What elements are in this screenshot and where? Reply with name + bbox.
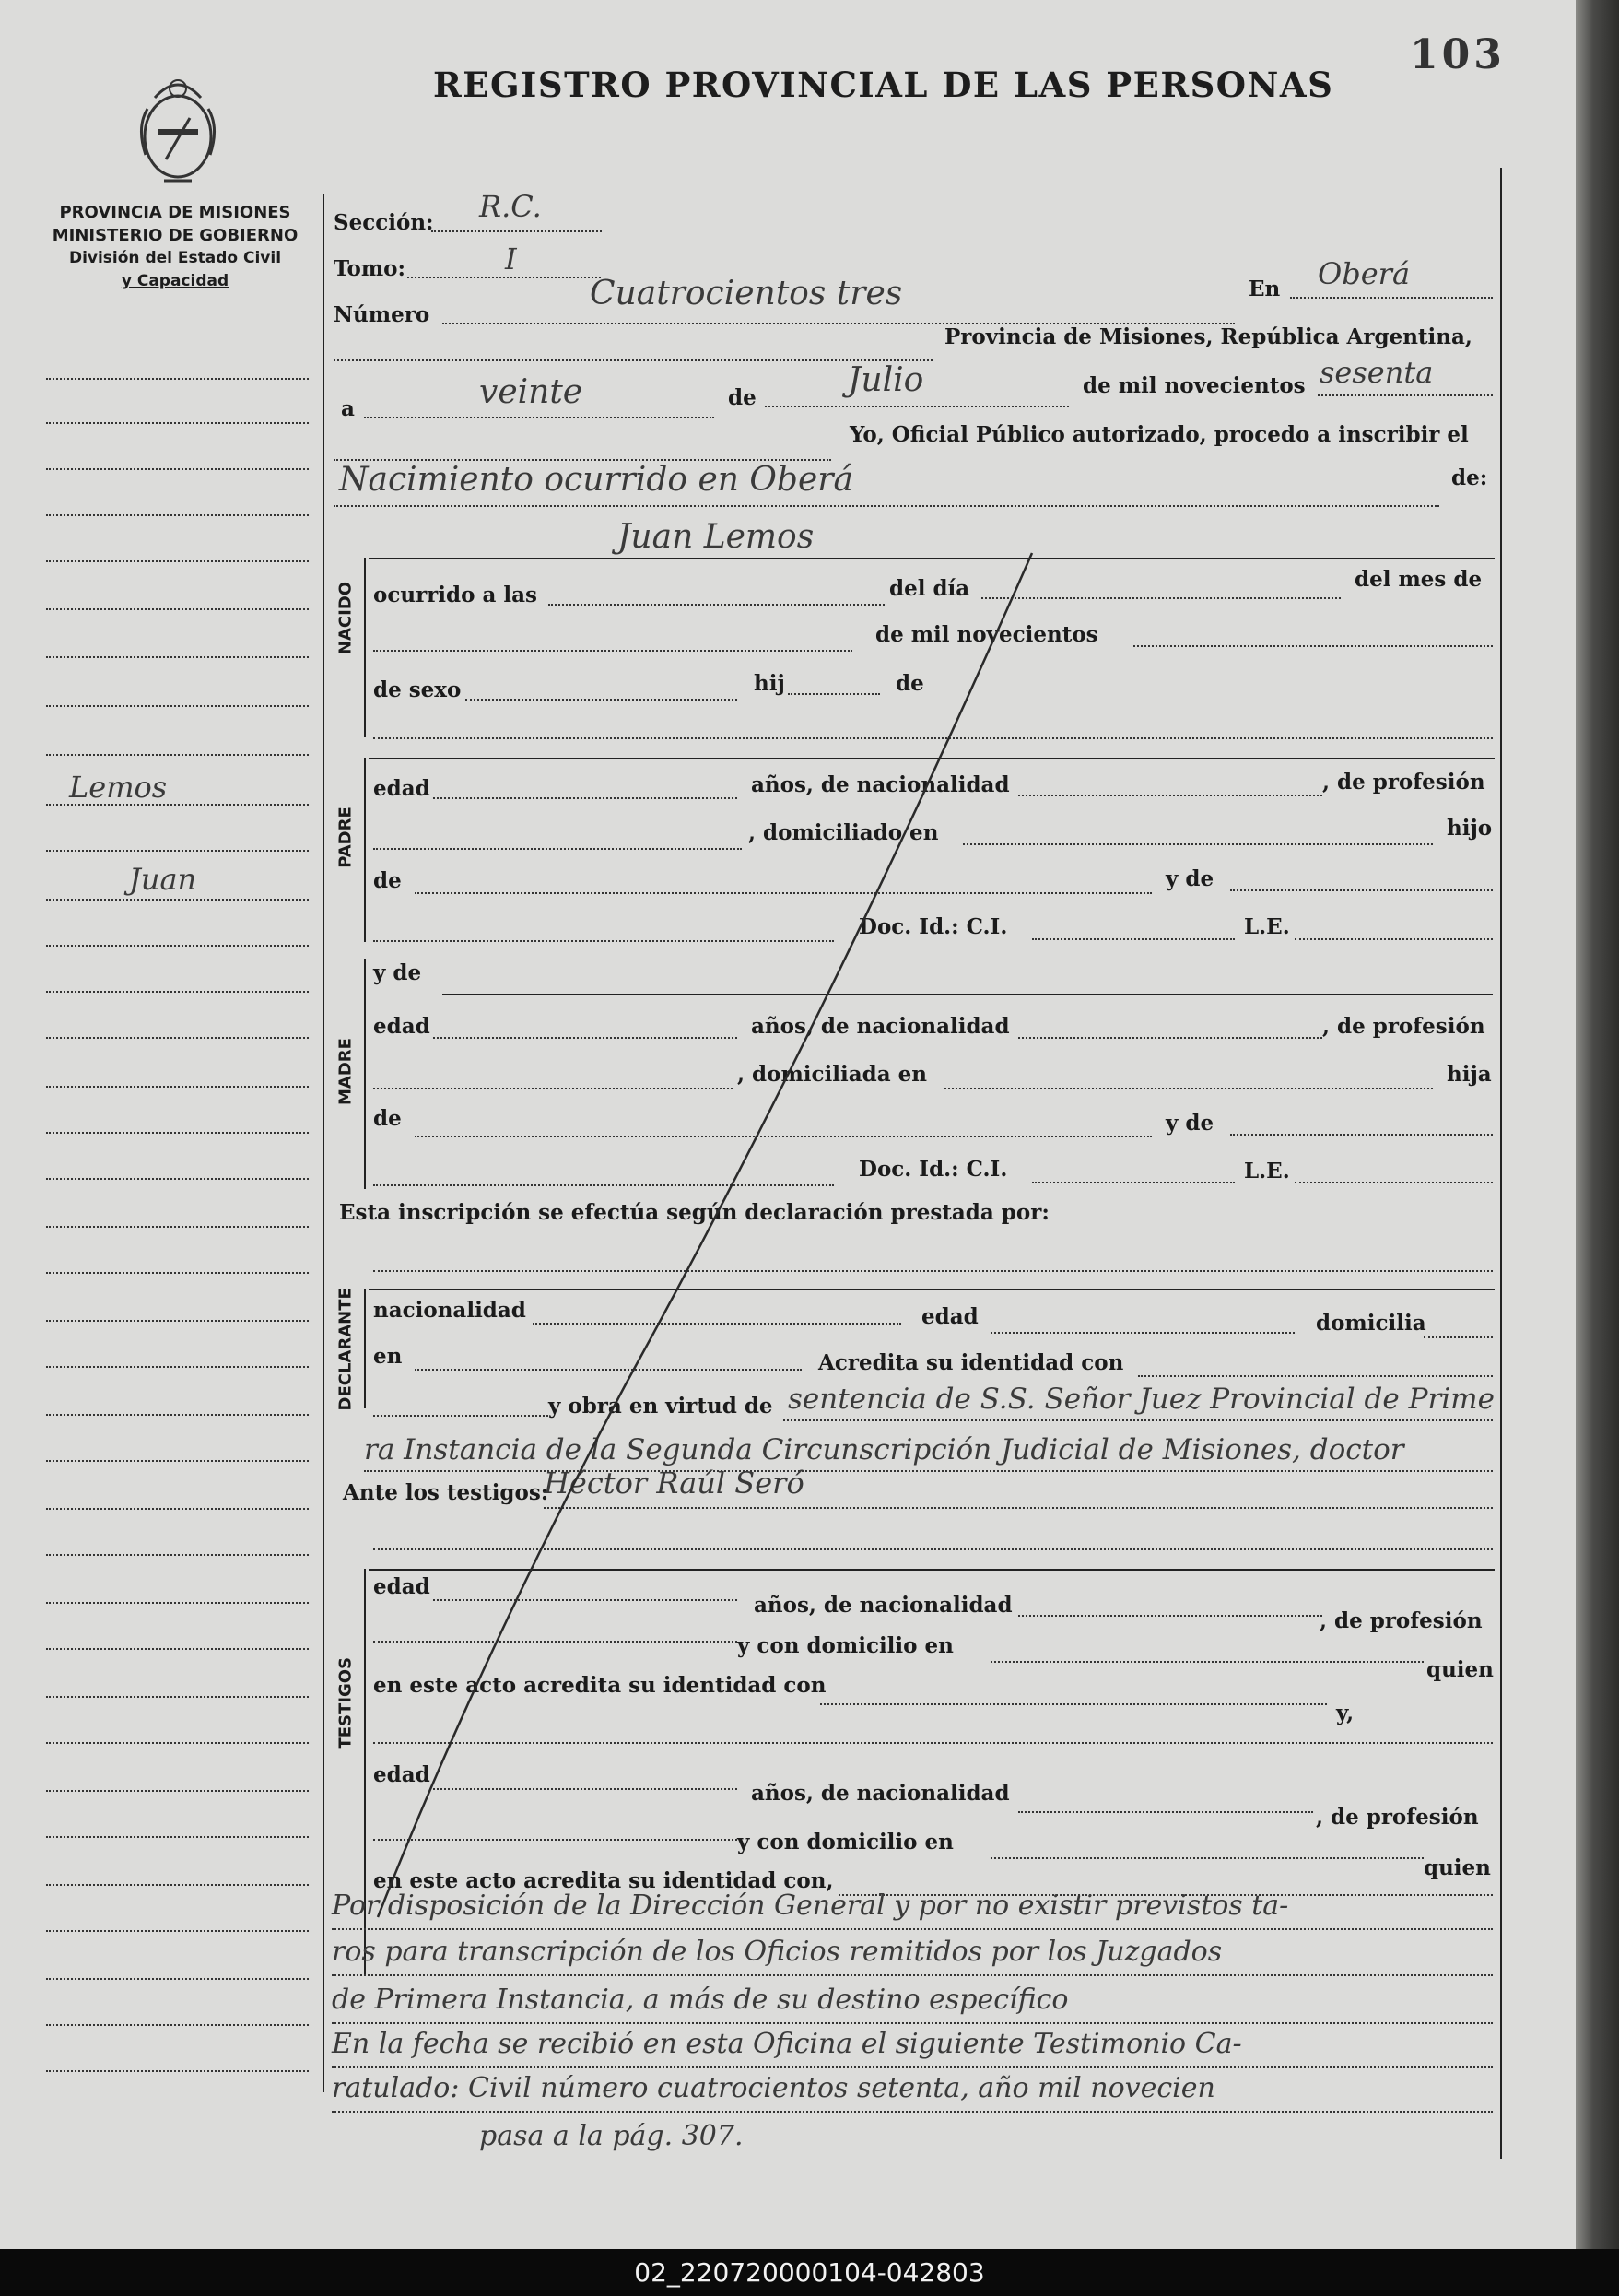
testigos-section-label: TESTIGOS bbox=[335, 1656, 356, 1749]
mes-value: Julio bbox=[848, 361, 924, 399]
seccion-value: R.C. bbox=[479, 189, 542, 224]
madre-doc-label: Doc. Id.: C.I. bbox=[859, 1157, 1008, 1182]
anio-value: sesenta bbox=[1320, 355, 1434, 390]
padre-le-label: L.E. bbox=[1244, 914, 1290, 939]
madre-domiciliada-label: , domiciliada en bbox=[737, 1062, 927, 1087]
scan-identifier: 02_220720000104-042803 bbox=[0, 2249, 1619, 2296]
de-colon-label: de: bbox=[1451, 465, 1488, 490]
note-line-4: En la fecha se recibió en esta Oficina el siguiente Testimonio Ca- bbox=[332, 2028, 1242, 2060]
margin-surname: Lemos bbox=[69, 770, 168, 805]
note-line-5: ratulado: Civil número cuatrocientos setenta, año mil novecien bbox=[332, 2072, 1215, 2104]
padre-hijo-label: hijo bbox=[1447, 816, 1493, 841]
madre-section-label: MADRE bbox=[335, 1038, 356, 1105]
testigos-value: Héctor Raúl Seró bbox=[544, 1466, 804, 1501]
en-value: Oberá bbox=[1318, 256, 1411, 291]
acto-value: Nacimiento ocurrido en Oberá bbox=[339, 461, 853, 499]
declarante-edad-label: edad bbox=[921, 1304, 979, 1329]
padre-section-label: PADRE bbox=[335, 807, 356, 868]
book-binding-edge bbox=[1576, 0, 1619, 2249]
declarante-domicilia-label: domicilia bbox=[1316, 1311, 1426, 1336]
testigo1-anios-label: años, de nacionalidad bbox=[754, 1593, 1013, 1618]
ante-testigos-label: Ante los testigos: bbox=[343, 1480, 549, 1505]
obra-value-line1: sentencia de S.S. Señor Juez Provincial de Prime bbox=[788, 1383, 1495, 1416]
testigo2-quien-label: quien bbox=[1424, 1855, 1491, 1880]
padre-profesion-label: , de profesión bbox=[1322, 770, 1485, 795]
declarante-nacionalidad-label: nacionalidad bbox=[373, 1298, 526, 1323]
testigo1-profesion-label: , de profesión bbox=[1320, 1608, 1483, 1633]
note-line-1: Por disposición de la Dirección General y por no existir previstos ta- bbox=[332, 1890, 1289, 1922]
testigo1-edad-label: edad bbox=[373, 1574, 430, 1599]
testigo2-profesion-label: , de profesión bbox=[1316, 1805, 1479, 1830]
dia-value: veinte bbox=[479, 373, 583, 411]
madre-edad-label: edad bbox=[373, 1014, 430, 1039]
mil-novecientos-nacido-label: de mil novecientos bbox=[875, 622, 1098, 647]
note-line-6: pasa a la pág. 307. bbox=[479, 2120, 744, 2152]
padre-de-label: de bbox=[373, 868, 402, 893]
agency-division: División del Estado Civil bbox=[68, 249, 282, 267]
nacido-section-label: NACIDO bbox=[335, 581, 356, 655]
agency-ministry: MINISTERIO DE GOBIERNO bbox=[52, 226, 299, 245]
testigo2-acredita-label: en este acto acredita su identidad con, bbox=[373, 1868, 834, 1893]
padre-domiciliado-label: , domiciliado en bbox=[748, 820, 939, 845]
numero-value: Cuatrocientos tres bbox=[590, 275, 903, 312]
en-label: En bbox=[1249, 277, 1281, 301]
declarante-obra-label: y obra en virtud de bbox=[548, 1394, 773, 1419]
declarante-acredita-label: Acredita su identidad con bbox=[818, 1350, 1124, 1375]
madre-y-de2-label: y de bbox=[1166, 1111, 1214, 1136]
nacido-de-label: de bbox=[896, 671, 924, 696]
declaracion-text: Esta inscripción se efectúa según declaración prestada por: bbox=[339, 1200, 1050, 1225]
padre-anios-label: años, de nacionalidad bbox=[751, 772, 1010, 797]
padre-edad-label: edad bbox=[373, 776, 430, 801]
agency-province: PROVINCIA DE MISIONES bbox=[59, 203, 291, 222]
obra-value-line2: ra Instancia de la Segunda Circunscripción Judicial de Misiones, doctor bbox=[364, 1433, 1404, 1466]
testigo2-edad-label: edad bbox=[373, 1762, 430, 1787]
tomo-label: Tomo: bbox=[334, 256, 405, 281]
testigo1-y-label: y, bbox=[1336, 1701, 1355, 1725]
tomo-value: I bbox=[505, 241, 517, 277]
madre-y-de-label: y de bbox=[373, 960, 422, 985]
provincia-text: Provincia de Misiones, República Argentina, bbox=[944, 324, 1472, 349]
ocurrido-label: ocurrido a las bbox=[373, 583, 537, 607]
del-mes-label: del mes de bbox=[1355, 567, 1483, 592]
seccion-label: Sección: bbox=[334, 210, 434, 235]
declarante-section-label: DECLARANTE bbox=[335, 1288, 356, 1411]
madre-anios-label: años, de nacionalidad bbox=[751, 1014, 1010, 1039]
del-dia-label: del día bbox=[889, 576, 970, 601]
madre-hija-label: hija bbox=[1447, 1062, 1492, 1087]
de-label: de bbox=[728, 385, 757, 410]
padre-y-de-label: y de bbox=[1166, 866, 1214, 891]
sexo-label: de sexo bbox=[373, 677, 462, 702]
testigo2-domicilio-label: y con domicilio en bbox=[737, 1830, 954, 1854]
note-line-2: ros para transcripción de los Oficios remitidos por los Juzgados bbox=[332, 1936, 1223, 1968]
mil-novecientos-label: de mil novecientos bbox=[1083, 373, 1306, 398]
declarante-en-label: en bbox=[373, 1344, 403, 1369]
margin-given-name: Juan bbox=[129, 862, 197, 897]
numero-label: Número bbox=[334, 302, 430, 327]
madre-le-label: L.E. bbox=[1244, 1159, 1290, 1183]
testigo1-acredita-label: en este acto acredita su identidad con bbox=[373, 1673, 827, 1698]
nacido-name-value: Juan Lemos bbox=[617, 518, 815, 556]
page-title: REGISTRO PROVINCIAL DE LAS PERSONAS bbox=[433, 65, 1334, 105]
testigo2-anios-label: años, de nacionalidad bbox=[751, 1781, 1010, 1806]
folio-number: 103 bbox=[1410, 31, 1506, 78]
padre-doc-label: Doc. Id.: C.I. bbox=[859, 914, 1008, 939]
hij-label: hij bbox=[754, 671, 785, 696]
agency-capacity: y Capacidad bbox=[121, 272, 229, 290]
madre-de-label: de bbox=[373, 1106, 402, 1131]
note-line-3: de Primera Instancia, a más de su destino específico bbox=[332, 1984, 1069, 2016]
madre-profesion-label: , de profesión bbox=[1322, 1014, 1485, 1039]
testigo1-quien-label: quien bbox=[1426, 1657, 1494, 1682]
yo-text: Yo, Oficial Público autorizado, procedo a inscribir el bbox=[850, 422, 1469, 447]
testigo1-domicilio-label: y con domicilio en bbox=[737, 1633, 954, 1658]
a-label: a bbox=[341, 396, 355, 421]
